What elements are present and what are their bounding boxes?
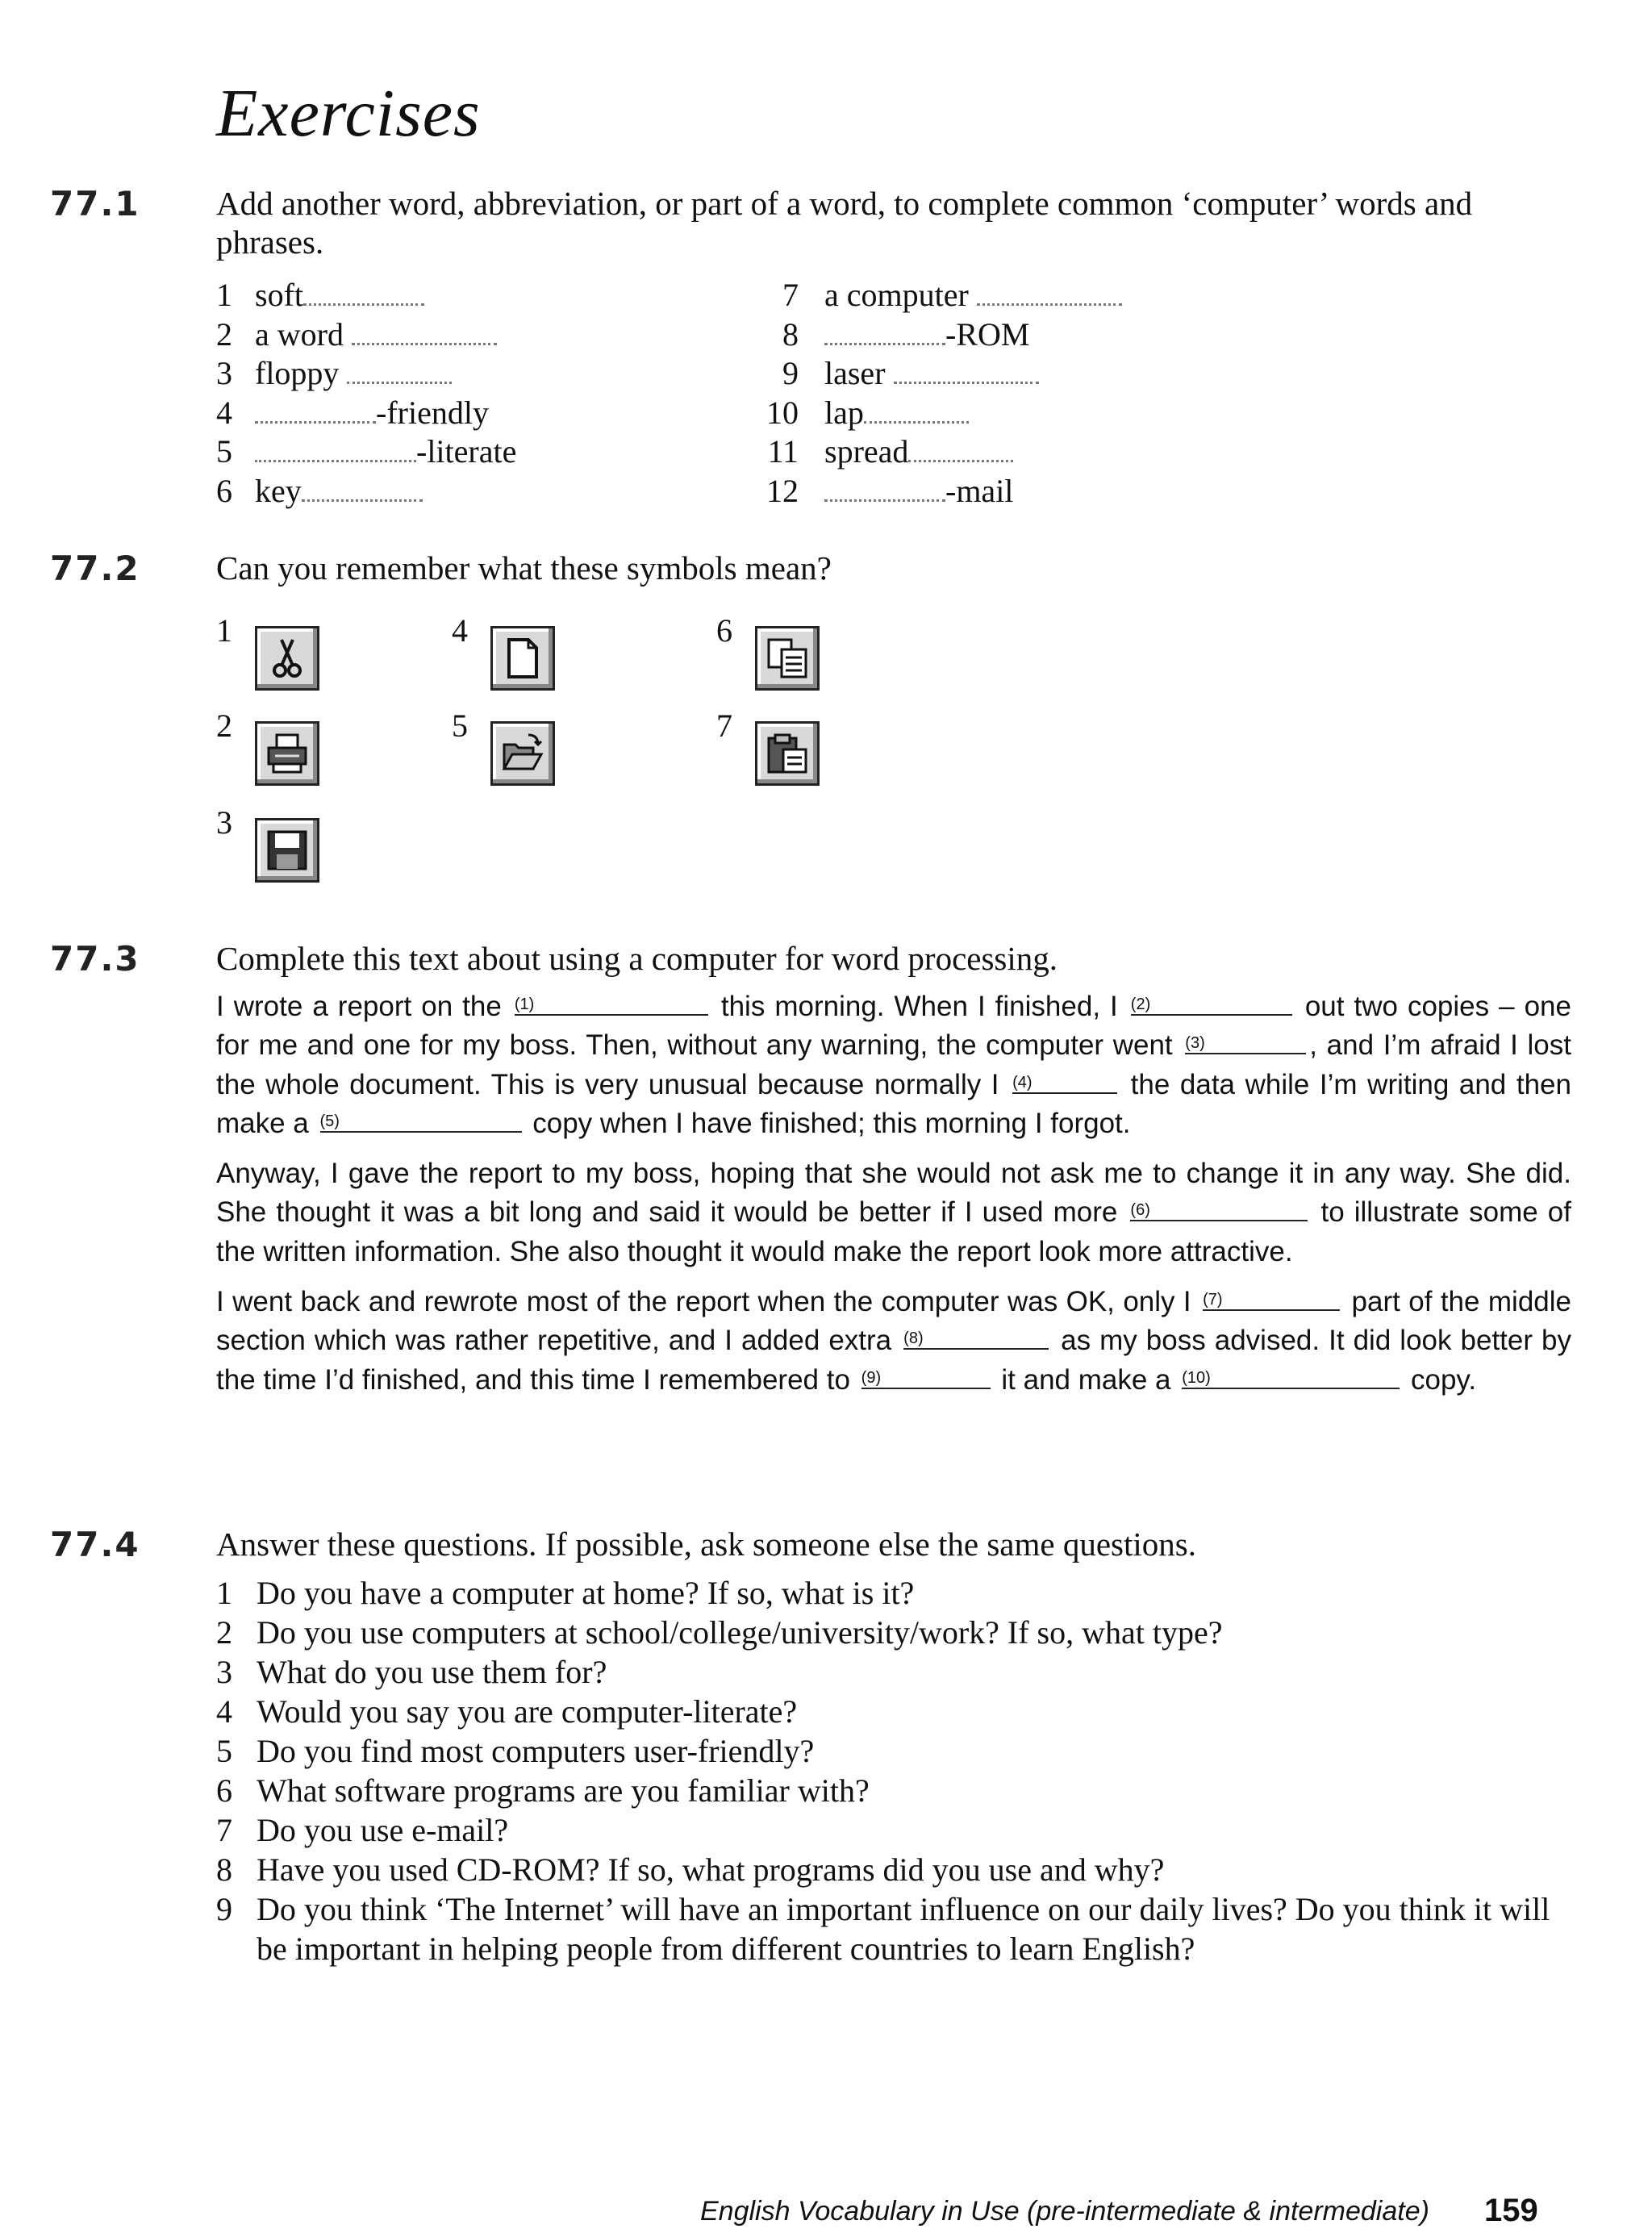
exercise-number-77-2: 77.2 [50,549,140,588]
paragraph: Anyway, I gave the report to my boss, hoping that she would not ask me to change it in any way. She did. She thought it was a bit long and said it would be better if I used more (6) to illustrate some of the written information. She also thought it would make the report look more attractive. [216,1158,1571,1267]
blank[interactable] [302,495,423,502]
blank[interactable] [352,338,497,345]
blank[interactable] [347,377,452,384]
exercise-4-instruction: Answer these questions. If possible, ask someone else the same questions. [216,1526,1196,1563]
question-item: 5 Do you find most computers user-friendly? [216,1733,815,1769]
printer-icon[interactable] [255,721,319,786]
blank[interactable] [977,298,1122,306]
exercise-3-instruction: Complete this text about using a computer for word processing. [216,940,1058,977]
blank[interactable] [894,377,1039,384]
page-number: 159 [1484,2193,1538,2228]
blank[interactable] [864,416,969,424]
new-document-icon[interactable] [490,626,555,691]
list-item: 8 -ROM [782,315,1030,353]
floppy-disk-icon[interactable] [255,818,319,883]
list-item: 1 soft [216,276,516,315]
paragraph: I went back and rewrote most of the report when the computer was OK, only I (7) part of the middle section which was rather repetitive, and I added extra (8) as my boss advised. It did look better by the time I’d finished, and this time I remembered to (9) it and make a (10) copy. [216,1286,1572,1396]
list-item: 5 -literate [216,433,517,470]
paragraph: I wrote a report on the (1) this morning. When I finished, I (2) out two copies – one for me and one for my boss. Then, without any warning, the computer went (3) , and I’m afraid I lost the whole document. This is very unusual because normally I (4) the data while I’m writing and then make a (5) copy when I have finished; this morning I forgot. [216,991,1571,1139]
gap-2[interactable]: (2) [1131,990,1292,1016]
blank[interactable] [303,298,424,306]
word-list-left [216,276,516,511]
gap-8[interactable]: (8) [903,1324,1049,1350]
gap-fill-text [216,987,1571,1411]
exercise-number-77-1: 77.1 [50,184,140,223]
page-title: Exercises [216,76,481,151]
copy-icon[interactable] [755,626,820,691]
question-item: 1 Do you have a computer at home? If so, what is it? [216,1575,915,1611]
list-item: 2 a word [216,315,516,355]
exercise-1-instruction: Add another word, abbreviation, or part of a word, to complete common ‘computer’ words and phrases. [216,185,1473,261]
exercise-2-instruction: Can you remember what these symbols mean? [216,549,832,586]
footer-book-title: English Vocabulary in Use (pre-intermediate & intermediate) [700,2196,1429,2227]
exercise-number-77-3: 77.3 [50,939,140,979]
list-item: 10 lap [718,394,1122,433]
question-item: 4 Would you say you are computer-literate? [216,1693,798,1730]
question-item: 2 Do you use computers at school/college/university/work? If so, what type? [216,1614,1223,1651]
list-item: 6 key [216,472,516,511]
blank[interactable] [908,455,1013,462]
scissors-icon[interactable] [255,626,319,691]
gap-7[interactable]: (7) [1203,1285,1340,1311]
paste-icon[interactable] [755,721,820,786]
open-folder-icon[interactable] [490,721,555,786]
exercise-number-77-4: 77.4 [50,1525,140,1564]
question-item: 3 What do you use them for? [216,1654,607,1690]
gap-5[interactable]: (5) [320,1107,522,1133]
question-item: 6 What software programs are you familiar with? [216,1772,870,1809]
list-item: 9 laser [718,354,1122,394]
word-list-right [718,276,1122,511]
list-item: 4 -friendly [216,394,489,431]
question-list [216,1573,1587,1968]
gap-10[interactable]: (10) [1182,1363,1400,1389]
question-item: 7 Do you use e-mail? [216,1812,509,1848]
gap-1[interactable]: (1) [515,990,708,1016]
question-item: 9 Do you think ‘The Internet’ will have an important influence on our daily lives? Do you think it will be important in helping people from different countries to learn English? [216,1891,1550,1967]
list-item: 3 floppy [216,354,516,394]
list-item: 12 -mail [766,472,1014,509]
gap-6[interactable]: (6) [1130,1196,1308,1221]
blank[interactable] [255,455,416,462]
list-item: 7 a computer [718,276,1122,315]
gap-9[interactable]: (9) [861,1363,991,1389]
gap-3[interactable]: (3) [1185,1029,1306,1054]
blank[interactable] [255,416,376,424]
blank[interactable] [824,495,945,502]
gap-4[interactable]: (4) [1012,1068,1117,1094]
blank[interactable] [824,338,945,345]
question-item: 8 Have you used CD-ROM? If so, what programs did you use and why? [216,1851,1165,1888]
list-item: 11 spread [718,432,1122,472]
